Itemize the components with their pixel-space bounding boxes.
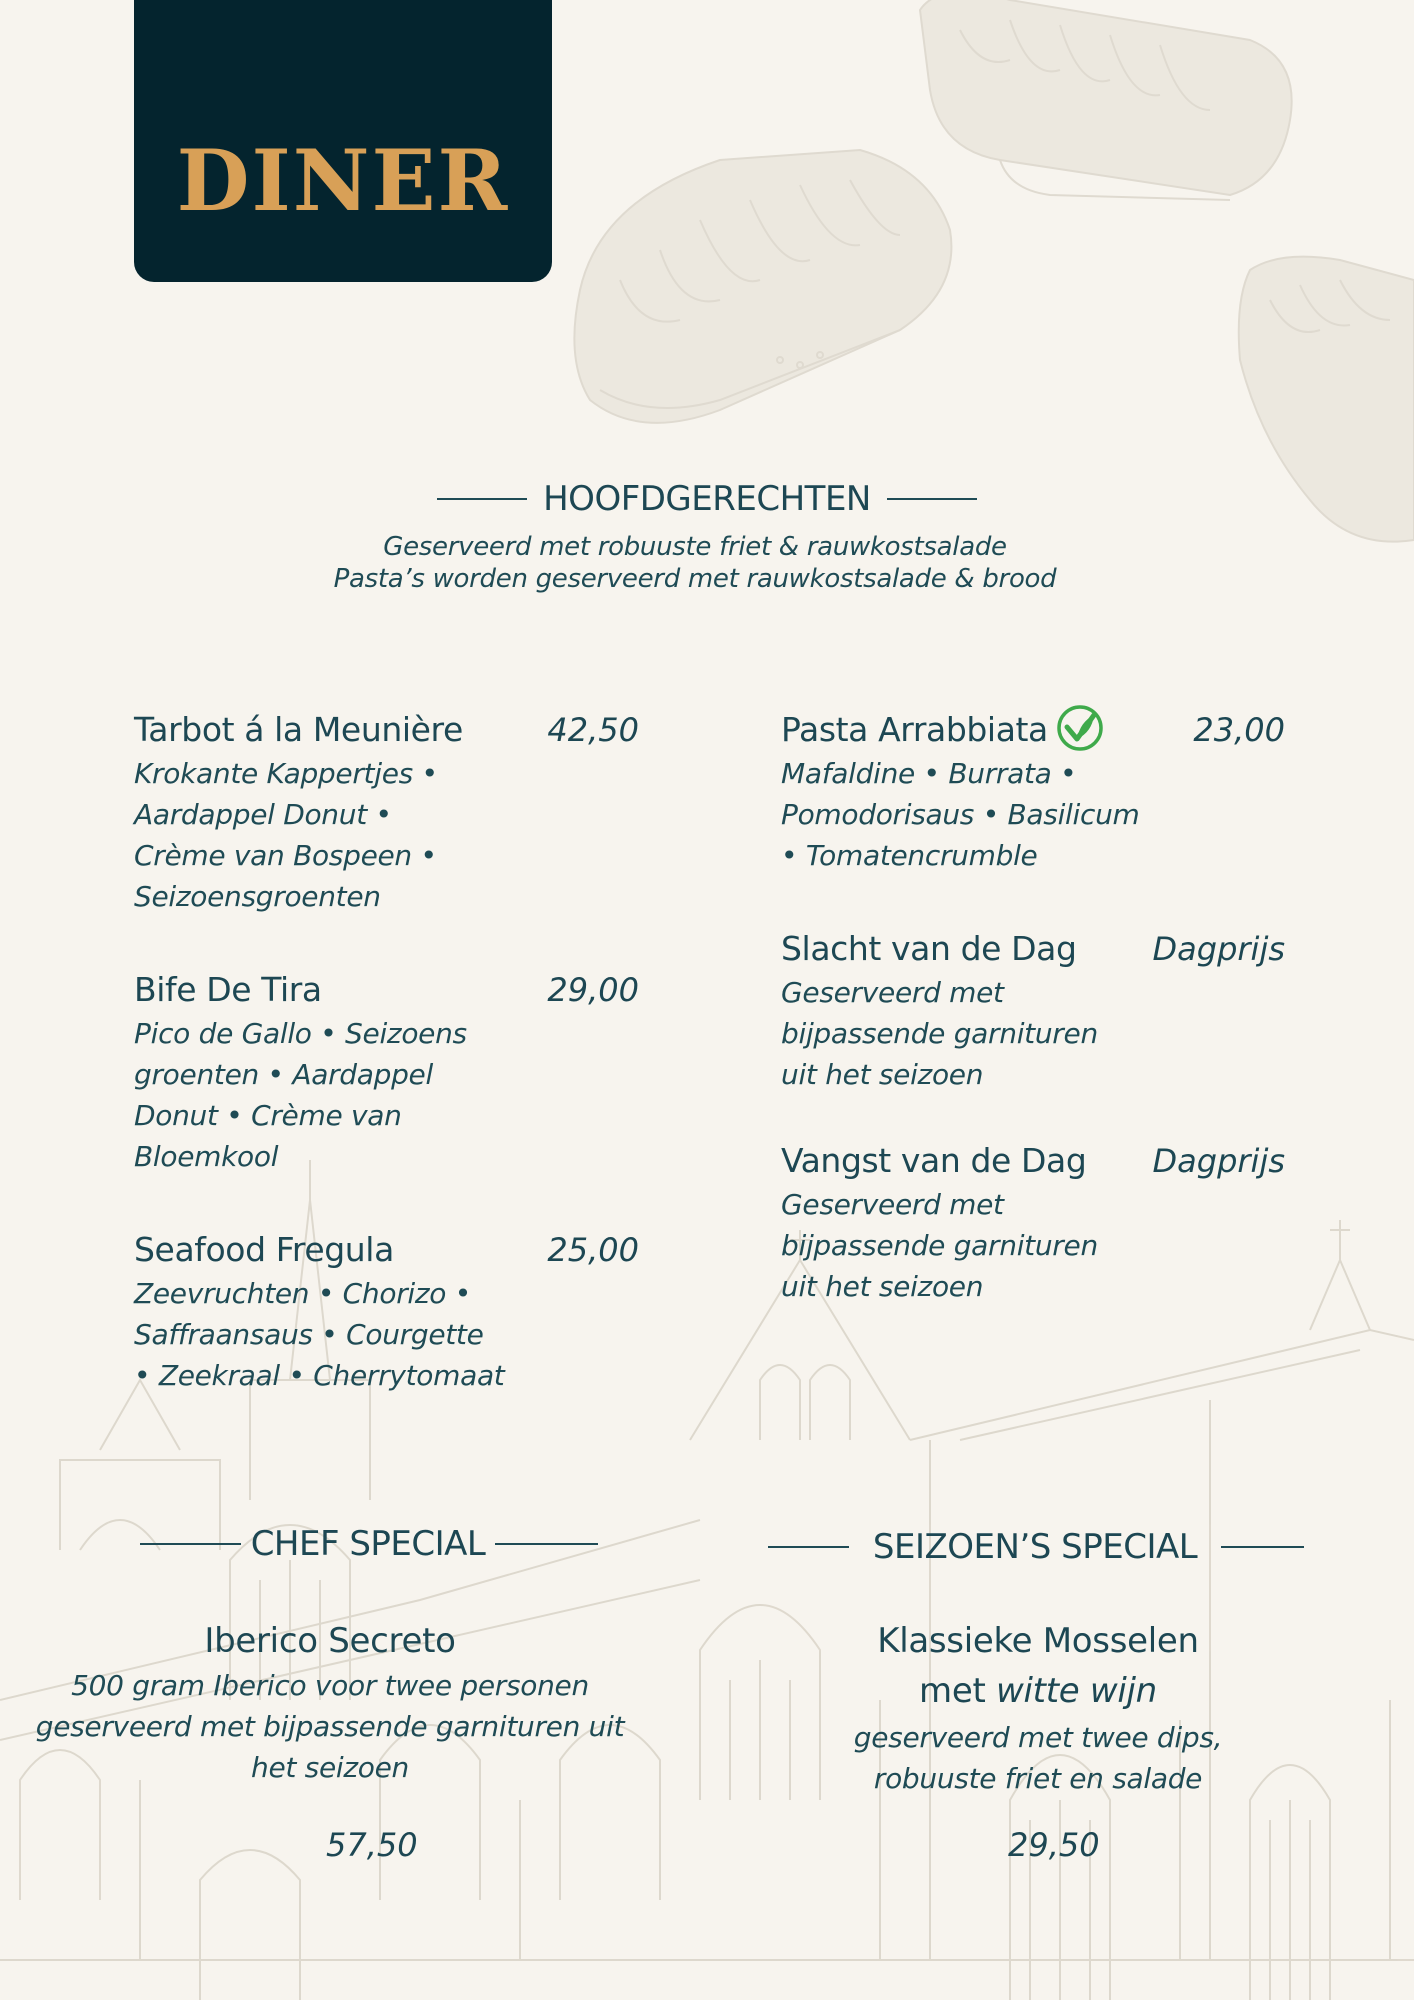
- menu-item-description: [134, 1013, 639, 1177]
- description-line: het seizoen: [251, 1751, 409, 1784]
- description-line: geserveerd met bijpassende garnituren uit: [35, 1710, 625, 1743]
- season-special-heading-text: SEIZOEN’S SPECIAL: [872, 1527, 1198, 1567]
- menu-item-price: 29,00: [547, 971, 639, 1009]
- heading-line-right: [887, 498, 977, 500]
- description-line: geserveerd met twee dips,: [853, 1721, 1223, 1754]
- page-title: DINER: [176, 130, 510, 230]
- menu-item-bife-de-tira: [134, 968, 639, 1177]
- menu-item-pasta-arrabbiata: [781, 708, 1285, 876]
- vegetarian-leaf-icon: [1056, 704, 1104, 752]
- description-line: Pomodorisaus • Basilicum: [781, 798, 1140, 831]
- description-line: Aardappel Donut •: [134, 798, 392, 831]
- menu-item-slacht-van-de-dag: [781, 927, 1285, 1095]
- description-line: Mafaldine • Burrata •: [781, 757, 1077, 790]
- bread-illustration-2: [574, 150, 951, 423]
- menu-item-name: Slacht van de Dag: [781, 929, 1077, 968]
- menu-item-name: Bife De Tira: [134, 970, 322, 1009]
- description-line: bijpassende garnituren: [781, 1017, 1098, 1050]
- menu-item-tarbot: [134, 708, 639, 917]
- season-special-name-part: met: [919, 1671, 997, 1711]
- menu-item-name: Pasta Arrabbiata: [781, 710, 1048, 749]
- season-special-item: [800, 1617, 1276, 1799]
- season-special-name-italic: witte wijn: [996, 1671, 1157, 1711]
- menu-item-name: Tarbot á la Meunière: [134, 710, 463, 749]
- main-courses-subtitle-1: Geserveerd met robuuste friet & rauwkostsalade: [383, 532, 1007, 562]
- main-courses-heading: [0, 474, 1414, 524]
- description-line: • Tomatencrumble: [781, 839, 1038, 872]
- description-line: robuuste friet en salade: [873, 1762, 1203, 1795]
- chef-special-heading: [140, 1519, 598, 1569]
- description-line: Geserveerd met: [781, 976, 1004, 1009]
- description-line: Zeevruchten • Chorizo •: [134, 1277, 471, 1310]
- chef-special-name: Iberico Secreto: [204, 1621, 456, 1661]
- description-line: Bloemkool: [134, 1140, 279, 1173]
- description-line: Saffraansaus • Courgette: [134, 1318, 484, 1351]
- description-line: groenten • Aardappel: [134, 1058, 433, 1091]
- menu-item-description: [781, 1184, 1285, 1307]
- season-special-price: 29,50: [1008, 1826, 1100, 1864]
- season-special-name-line-1: Klassieke Mosselen: [877, 1621, 1199, 1661]
- description-line: Donut • Crème van: [134, 1099, 402, 1132]
- description-line: bijpassende garnituren: [781, 1229, 1098, 1262]
- description-line: 500 gram Iberico voor twee personen: [71, 1669, 589, 1702]
- chef-special-price: 57,50: [326, 1826, 418, 1864]
- chef-special-description: [10, 1665, 650, 1788]
- heading-line-left: [140, 1543, 241, 1545]
- description-line: Seizoensgroenten: [134, 880, 381, 913]
- description-line: Crème van Bospeen •: [134, 839, 437, 872]
- description-line: Geserveerd met: [781, 1188, 1004, 1221]
- menu-item-price: Dagprijs: [1152, 1142, 1285, 1180]
- menu-item-price: Dagprijs: [1152, 930, 1285, 968]
- heading-line-right: [1221, 1546, 1304, 1548]
- menu-item-vangst-van-de-dag: [781, 1139, 1285, 1307]
- main-courses-heading-text: HOOFDGERECHTEN: [543, 479, 871, 519]
- heading-line-left: [437, 498, 527, 500]
- menu-item-seafood-fregula: [134, 1228, 639, 1396]
- menu-item-description: [134, 753, 639, 917]
- title-banner: [134, 0, 552, 282]
- season-special-description: [800, 1717, 1276, 1799]
- heading-line-left: [768, 1546, 849, 1548]
- menu-item-price: 42,50: [547, 711, 639, 749]
- description-line: Pico de Gallo • Seizoens: [134, 1017, 467, 1050]
- heading-line-right: [495, 1543, 598, 1545]
- menu-item-name: Vangst van de Dag: [781, 1141, 1087, 1180]
- season-special-name-line-2: [800, 1667, 1276, 1715]
- description-line: uit het seizoen: [781, 1058, 984, 1091]
- menu-item-name: Seafood Fregula: [134, 1230, 394, 1269]
- menu-item-description: [134, 1273, 639, 1396]
- season-special-heading: [768, 1522, 1304, 1572]
- description-line: Krokante Kappertjes •: [134, 757, 438, 790]
- chef-special-heading-text: CHEF SPECIAL: [250, 1524, 486, 1564]
- chef-special-item: [10, 1617, 650, 1788]
- description-line: uit het seizoen: [781, 1270, 984, 1303]
- menu-item-price: 25,00: [547, 1231, 639, 1269]
- main-courses-subtitle-2: Pasta’s worden geserveerd met rauwkostsalade & brood: [333, 564, 1057, 594]
- bread-illustration-1: [920, 0, 1292, 200]
- menu-item-description: [781, 753, 1285, 876]
- menu-item-price: 23,00: [1193, 711, 1285, 749]
- description-line: • Zeekraal • Cherrytomaat: [134, 1359, 505, 1392]
- menu-item-description: [781, 972, 1285, 1095]
